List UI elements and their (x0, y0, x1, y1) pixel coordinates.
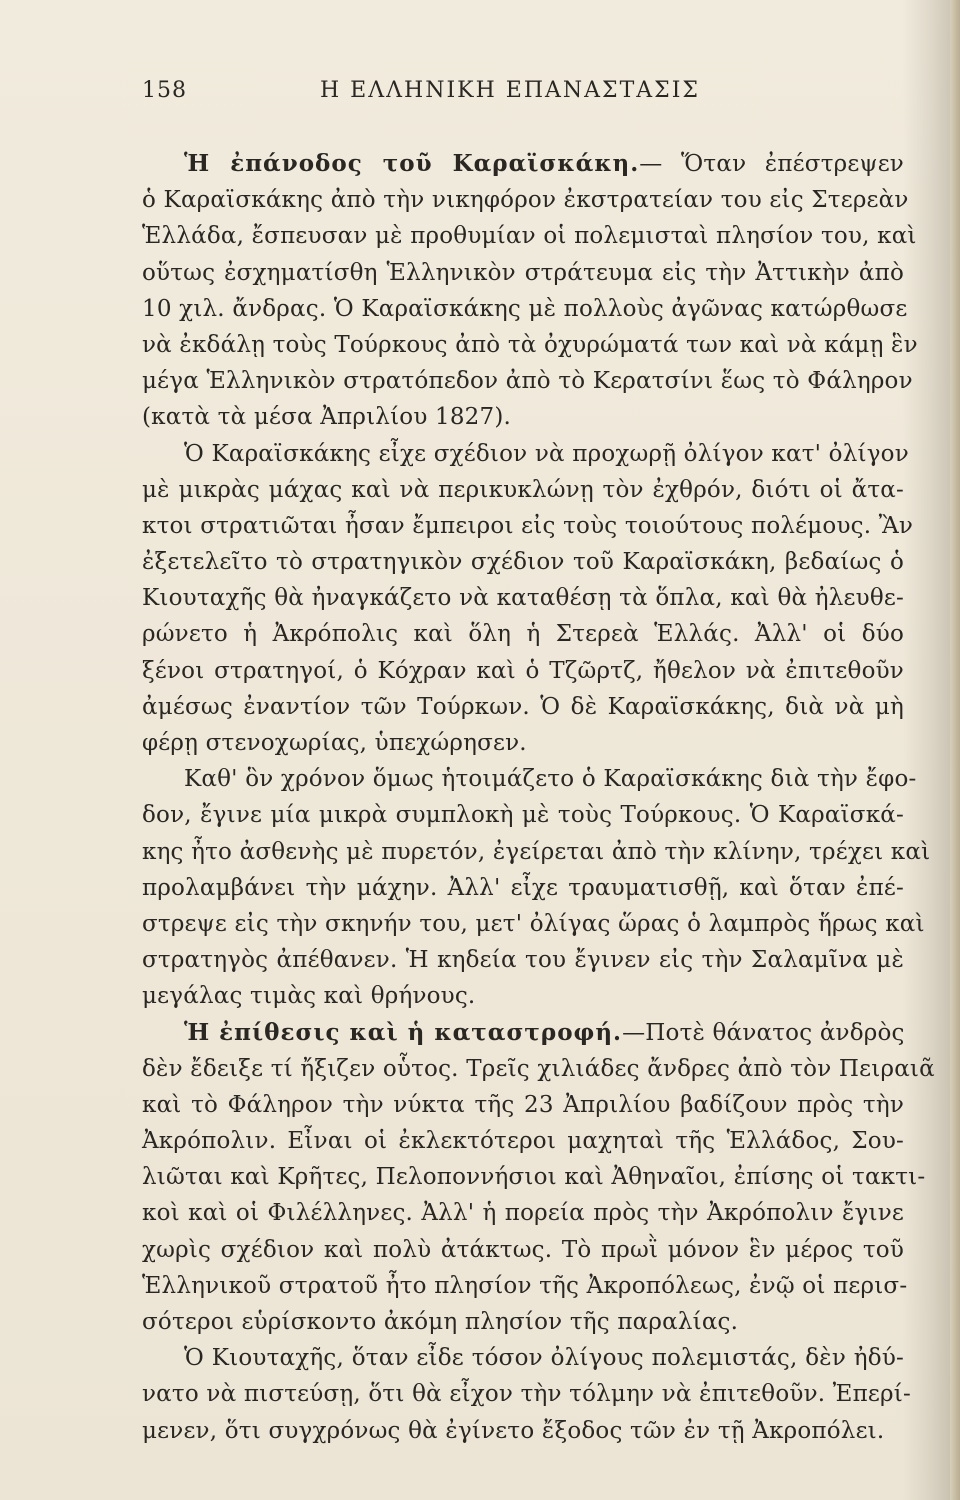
running-title: Η ΕΛΛΗΝΙΚΗ ΕΠΑΝΑΣΤΑΣΙΣ (320, 78, 700, 103)
text-line: σότεροι εὑρίσκοντο ἀκόμη πλησίον τῆς παραλίας. (142, 1309, 739, 1335)
text-span: —Ποτὲ θάνατος ἀνδρὸς (622, 1019, 905, 1046)
text-line: 10 χιλ. ἄνδρας. Ὁ Καραϊσκάκης μὲ πολλοὺς ἀγῶνας κατώρθωσε (142, 295, 908, 322)
text-line: φέρῃ στενοχωρίας, ὑπεχώρησεν. (142, 730, 527, 756)
text-line: μεγάλας τιμὰς καὶ θρήνους. (142, 983, 476, 1010)
text-line: (κατὰ τὰ μέσα Ἀπριλίου 1827). (142, 404, 512, 431)
text-line: οὕτως ἐσχηματίσθη Ἑλληνικὸν στράτευμα εἰς τὴν Ἀττικὴν ἀπὸ (142, 259, 904, 286)
text-line: νὰ ἐκδάλῃ τοὺς Τούρκους ἀπὸ τὰ ὀχυρώματά των καὶ νὰ κάμῃ ἓν (142, 331, 918, 358)
text-line: Ἑλληνικοῦ στρατοῦ ἦτο πλησίον τῆς Ἀκροπόλεως, ἐνῷ οἱ περισ- (142, 1272, 908, 1299)
text-line: δον, ἔγινε μία μικρὰ συμπλοκὴ μὲ τοὺς Τούρκους. Ὁ Καραϊσκά- (142, 802, 904, 829)
text-line: μὲ μικρὰς μάχας καὶ νὰ περικυκλώνῃ τὸν ἐχθρόν, διότι οἱ ἄτα- (142, 476, 904, 503)
text-line: Ἀκρόπολιν. Εἶναι οἱ ἐκλεκτότεροι μαχηταὶ τῆς Ἑλλάδος, Σου- (142, 1128, 904, 1155)
text-line: ξένοι στρατηγοί, ὁ Κόχραν καὶ ὁ Τζῶρτζ, ἤθελον νὰ ἐπιτεθοῦν (142, 657, 904, 684)
text-line: μέγα Ἑλληνικὸν στρατόπεδον ἀπὸ τὸ Κερατσίνι ἕως τὸ Φάληρον (142, 368, 913, 395)
text-line: ὁ Καραϊσκάκης ἀπὸ τὴν νικηφόρον ἐκστρατείαν του εἰς Στερεὰν (142, 187, 909, 214)
page-edge (950, 0, 960, 1500)
text-line: χωρὶς σχέδιον καὶ πολὺ ἀτάκτως. Τὸ πρωῒ μόνον ἓν μέρος τοῦ (142, 1236, 904, 1263)
text-line: λιῶται καὶ Κρῆτες, Πελοποννήσιοι καὶ Ἀθηναῖοι, ἐπίσης οἱ τακτι- (142, 1164, 926, 1191)
text-line: κτοι στρατιῶται ἦσαν ἔμπειροι εἰς τοὺς τοιούτους πολέμους. Ἂν (142, 512, 914, 539)
text-line: δὲν ἔδειξε τί ἤξιζεν οὗτος. Τρεῖς χιλιάδες ἄνδρες ἀπὸ τὸν Πειραιᾶ (142, 1055, 935, 1082)
text-line: Κιουταχῆς θὰ ἠναγκάζετο νὰ καταθέσῃ τὰ ὅπλα, καὶ θὰ ἠλευθε- (142, 585, 904, 612)
text-line: κης ἦτο ἀσθενὴς μὲ πυρετόν, ἐγείρεται ἀπὸ τὴν κλίνην, τρέχει καὶ (142, 838, 931, 865)
section-heading: Ἡ ἐπίθεσις καὶ ἡ καταστροφή. (184, 1018, 623, 1046)
text-line: Ἑλλάδα, ἔσπευσαν μὲ προθυμίαν οἱ πολεμισταὶ πλησίον του, καὶ (142, 223, 917, 250)
page-number: 158 (142, 78, 187, 103)
running-head (142, 78, 902, 112)
text-line: μενεν, ὅτι συγχρόνως θὰ ἐγίνετο ἔξοδος τῶν ἐν τῇ Ἀκροπόλει. (142, 1417, 885, 1444)
text-line: ἐξετελεῖτο τὸ στρατηγικὸν σχέδιον τοῦ Καραϊσκάκη, βεδαίως ὁ (142, 549, 904, 576)
text-line (142, 146, 904, 182)
text-span: — Ὅταν ἐπέστρεψεν (639, 151, 904, 177)
text-line: προλαμβάνει τὴν μάχην. Ἀλλ' εἶχε τραυματισθῇ, καὶ ὅταν ἐπέ- (142, 874, 904, 901)
text-line: νατο νὰ πιστεύσῃ, ὅτι θὰ εἶχον τὴν τόλμην νὰ ἐπιτεθοῦν. Ἐπερί- (142, 1381, 911, 1408)
text-line: στρατηγὸς ἀπέθανεν. Ἡ κηδεία του ἔγινεν εἰς τὴν Σαλαμῖνα μὲ (142, 947, 904, 974)
section-heading: Ἡ ἐπάνοδος τοῦ Καραϊσκάκη. (184, 150, 640, 177)
text-line: Ὁ Καραϊσκάκης εἶχε σχέδιον νὰ προχωρῇ ὀλίγον κατ' ὀλίγον (184, 440, 909, 467)
text-line: κοὶ καὶ οἱ Φιλέλληνες. Ἀλλ' ἡ πορεία πρὸς τὴν Ἀκρόπολιν ἔγινε (142, 1200, 904, 1227)
text-line: ἀμέσως ἐναντίον τῶν Τούρκων. Ὁ δὲ Καραϊσκάκης, διὰ νὰ μὴ (142, 693, 904, 720)
text-line: Ὁ Κιουταχῆς, ὅταν εἶδε τόσον ὀλίγους πολεμιστάς, δὲν ἠδύ- (184, 1345, 904, 1372)
text-line: καὶ τὸ Φάληρον τὴν νύκτα τῆς 23 Ἀπριλίου βαδίζουν πρὸς τὴν (142, 1091, 904, 1118)
text-line: ρώνετο ἡ Ἀκρόπολις καὶ ὅλη ἡ Στερεὰ Ἑλλάς. Ἀλλ' οἱ δύο (142, 621, 904, 648)
text-line: στρεψε εἰς τὴν σκηνήν του, μετ' ὀλίγας ὥρας ὁ λαμπρὸς ἥρως καὶ (142, 910, 925, 937)
text-line: Καθ' ὃν χρόνον ὅμως ἡτοιμάζετο ὁ Καραϊσκάκης διὰ τὴν ἔφο- (184, 766, 917, 793)
text-line (142, 1015, 904, 1051)
body-text (142, 146, 935, 1449)
